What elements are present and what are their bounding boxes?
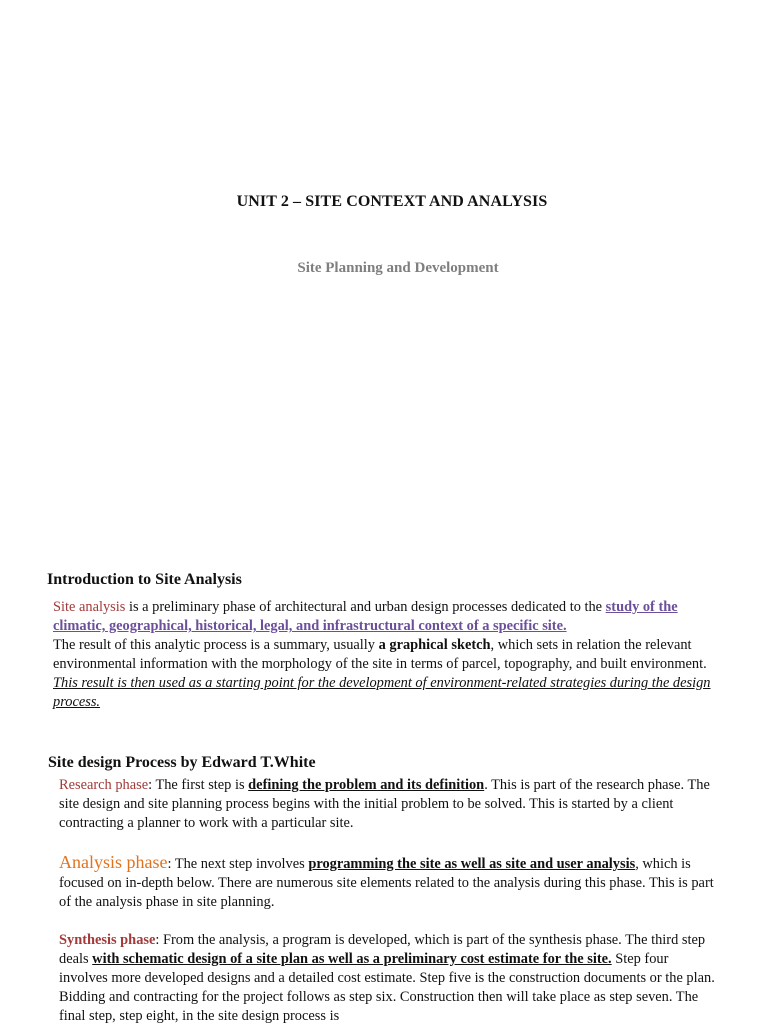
site-analysis-term: Site analysis [53,599,126,615]
intro-text-1: is a preliminary phase of architectural and urban design processes dedicated to the [125,599,606,615]
synthesis-text-2: Step four involves more developed designs and a detailed cost estimate. Step five is the construction documents or the plan. Bidding and contracting for the project follows as step six. Construction then will take place as step seven. The final step, step eight, in the site design process is [59,951,715,1024]
process-heading: Site design Process by Edward T.White [48,754,316,771]
analysis-text-1: : The next step involves [167,856,309,872]
analysis-paragraph [59,853,718,912]
intro-text-2: The result of this analytic process is a summary, usually [53,637,379,653]
analysis-bold-text: programming the site as well as site and user analysis [308,856,636,872]
document-title: UNIT 2 – SITE CONTEXT AND ANALYSIS [236,193,548,210]
synthesis-text-1: : From the analysis, a program is developed, which is part of the synthesis phase. The third step deals [59,932,706,967]
intro-text-3: , which sets in relation the relevant environmental information with the morphology of the site in terms of parcel, topography, and built environment. [53,637,707,672]
synthesis-paragraph [59,931,718,1026]
synthesis-phase-label: Synthesis phase [59,932,156,948]
intro-paragraph [53,598,720,712]
research-text-1: : The first step is [148,777,249,793]
research-text-2: . This is part of the research phase. The site design and site planning process begins with the initial problem to be solved. This is started by a client contracting a planner to work with a particular site. [59,777,710,831]
document-subtitle: Site Planning and Development [297,260,499,276]
research-bold-text: defining the problem and its definition [248,777,485,793]
research-phase-label: Research phase [59,777,149,793]
graphical-sketch-text: a graphical sketch [378,637,491,653]
research-paragraph [59,776,718,833]
analysis-phase-label: Analysis phase [59,852,168,872]
intro-heading: Introduction to Site Analysis [47,571,242,588]
analysis-text-2: , which is focused on in-depth below. There are numerous site elements related to the analysis during this phase. This is part of the analysis phase in site planning. [59,856,714,910]
synthesis-bold-text: with schematic design of a site plan as well as a preliminary cost estimate for the site. [92,951,612,967]
intro-italic-text: This result is then used as a starting point for the development of environment-related strategies during the design process. [53,675,711,710]
study-link[interactable]: study of the climatic, geographical, historical, legal, and infrastructural context of a specific site. [53,599,678,634]
